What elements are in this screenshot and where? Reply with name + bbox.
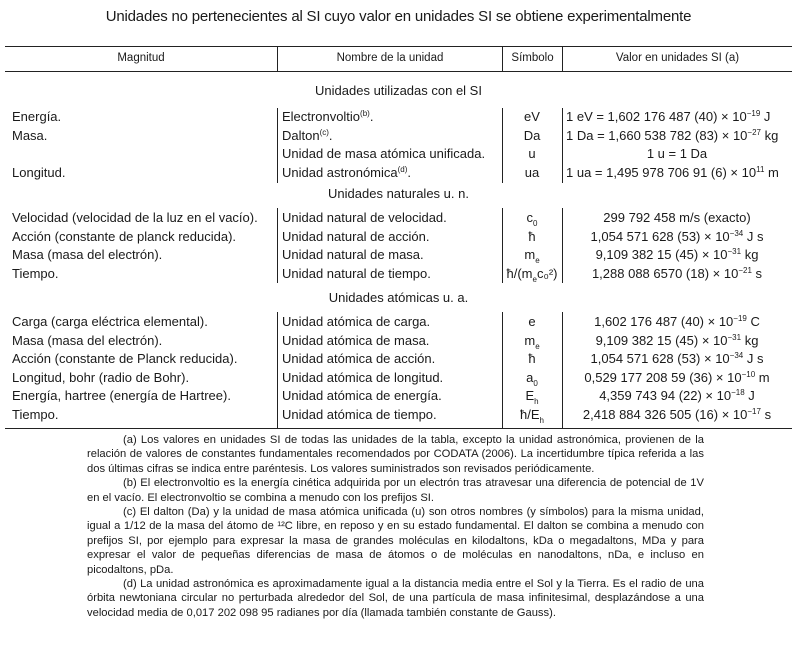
column-divider bbox=[277, 208, 278, 283]
cell-simbolo: ħ bbox=[528, 228, 536, 244]
table-bottom-border bbox=[5, 428, 792, 429]
footnote-ref: (d) bbox=[397, 164, 408, 174]
cell-magnitud: Masa (masa del electrón). bbox=[12, 247, 163, 263]
cell-simbolo: $m_e$ bbox=[524, 247, 540, 266]
header-bottom-border bbox=[5, 71, 792, 72]
section-title: Unidades atómicas u. a. bbox=[328, 290, 469, 305]
column-divider bbox=[277, 312, 278, 428]
cell-valor: 9,109 382 15 $(45) \times 10^{-31}$ kg bbox=[595, 332, 759, 348]
cell-simbolo: Da bbox=[523, 127, 541, 143]
cell-simbolo: $c_0$ bbox=[526, 210, 538, 228]
cell-valor: 9,109 382 15 $(45) \times 10^{-31}$ kg bbox=[595, 247, 759, 263]
footnote-d: (d) La unidad astronómica es aproximadamente igual a la distancia media entre el Sol y la Tierra. Es el radio de una órbita newtoniana circular no perturbada alrededor del Sol, de una partícula de masa infinitesimal, desplazándose a una velocidad media de 0,017 202 098 95 radianes por día (llamada también constante de Gauss). bbox=[87, 578, 704, 619]
section-title: Unidades naturales u. n. bbox=[328, 186, 469, 201]
cell-magnitud: Velocidad (velocidad de la luz en el vacío). bbox=[12, 210, 258, 225]
header-simbolo: Símbolo bbox=[511, 52, 554, 64]
cell-magnitud: Carga (carga eléctrica elemental). bbox=[12, 314, 208, 329]
cell-simbolo: ua bbox=[524, 164, 540, 180]
cell-simbolo: ħ bbox=[528, 351, 536, 367]
cell-simbolo: $E_h$ bbox=[525, 388, 539, 407]
cell-simbolo: $m_e$ bbox=[524, 332, 540, 351]
column-divider bbox=[277, 108, 278, 183]
cell-valor: 0,529 177 208 59 $(36) \times 10^{-10}$ m bbox=[584, 369, 770, 385]
cell-valor: 299 792 458 m/s (exacto) bbox=[603, 210, 751, 225]
cell-simbolo: eV bbox=[524, 109, 540, 124]
cell-valor: 1 Da = 1,660 538 782 $(83) \times 10^{-27}$ kg bbox=[566, 127, 779, 143]
footnote-ref: (b) bbox=[360, 109, 370, 118]
cell-valor: 1,054 571 628 $(53) \times 10^{-34}$ J s bbox=[590, 351, 764, 367]
cell-simbolo: e bbox=[528, 314, 536, 329]
cell-simbolo: $ħ/E_h$ bbox=[520, 407, 544, 425]
cell-nombre: Unidad astronómica$^{(d)}$. bbox=[282, 164, 412, 180]
cell-valor: 1,054 571 628 $(53) \times 10^{-34}$ J s bbox=[590, 228, 764, 244]
cell-valor: 1 u = 1 Da bbox=[646, 146, 708, 162]
cell-nombre: Unidad atómica de energía. bbox=[282, 388, 442, 404]
cell-magnitud: Acción (constante de planck reducida). bbox=[12, 228, 237, 244]
cell-valor: 1 eV = 1,602 176 487 $(40) \times 10^{-19}$ J bbox=[566, 109, 771, 124]
cell-nombre: Unidad atómica de masa. bbox=[282, 332, 430, 348]
cell-simbolo: u bbox=[528, 146, 536, 162]
cell-nombre: Unidad natural de tiempo. bbox=[282, 265, 431, 281]
cell-magnitud: Longitud. bbox=[12, 164, 66, 180]
cell-magnitud: Energía, hartree (energía de Hartree). bbox=[12, 388, 231, 404]
header-magnitud: Magnitud bbox=[117, 52, 165, 64]
cell-valor: 1,288 088 6570 $(18) \times 10^{-21}$ s bbox=[591, 265, 763, 281]
cell-valor: 1 ua = 1,495 978 706 91 $(6) \times 10^{11}$ m bbox=[566, 164, 779, 180]
cell-valor: 2,418 884 326 505 $(16) \times 10^{-17}$ s bbox=[582, 407, 772, 422]
header-valor: Valor en unidades SI (a) bbox=[615, 52, 740, 64]
header-nombre: Nombre de la unidad bbox=[336, 52, 444, 64]
cell-nombre: Unidad atómica de carga. bbox=[282, 314, 431, 329]
cell-magnitud: Masa. bbox=[12, 127, 48, 143]
footnote-ref: (c) bbox=[319, 127, 329, 137]
cell-nombre: Dalton$^{(c)}$. bbox=[282, 127, 333, 143]
cell-nombre: Unidad atómica de longitud. bbox=[282, 369, 444, 385]
cell-nombre: Unidad natural de velocidad. bbox=[282, 210, 447, 225]
cell-nombre: Unidad de masa atómica unificada. bbox=[282, 146, 486, 162]
cell-simbolo: $a_0$ bbox=[526, 369, 538, 388]
cell-magnitud: Longitud, bohr (radio de Bohr). bbox=[12, 369, 190, 385]
section-title: Unidades utilizadas con el SI bbox=[315, 83, 482, 98]
footnote-c: (c) El dalton (Da) y la unidad de masa atómica unificada (u) son otros nombres (y símbolos) para la misma unidad, igual a 1/12 de la masa del átomo de ¹²C libre, en reposo y en su estado fundamental. El dalton se combina a menudo con prefijos SI, por ejemplo para expresar la masa de grandes moléculas en kilodaltons, kDa o megadaltons, MDa y para expresar el valor de pequeñas diferencias de masa de átomos o de moléculas en nanodaltons, nDa, e incluso en picodaltons, pDa. bbox=[87, 506, 704, 576]
cell-nombre: Unidad atómica de tiempo. bbox=[282, 407, 437, 422]
cell-nombre: Unidad atómica de acción. bbox=[282, 351, 436, 367]
footnote-b: (b) El electronvoltio es la energía cinética adquirida por un electrón tras atravesar una diferencia de potencial de 1V en el vacío. El electronvoltio se combina a menudo con los prefijos SI. bbox=[87, 477, 704, 504]
page-title: Unidades no pertenecientes al SI cuyo valor en unidades SI se obtiene experimentalmente bbox=[105, 8, 692, 25]
cell-valor: 1,602 176 487 $(40) \times 10^{-19}$ C bbox=[594, 314, 760, 329]
cell-simbolo: $ħ/(m_ec_0^2)$ bbox=[506, 265, 558, 284]
cell-nombre: Electronvoltio$^{(b)}$. bbox=[282, 109, 374, 124]
footnote-a: (a) Los valores en unidades SI de todas las unidades de la tabla, excepto la unidad astronómica, provienen de la relación de valores de constantes fundamentales recomendados por CODATA (2006). La incertidumbre típica referida a las dos últimas cifras se indica entre paréntesis. Los valores suministrados son revisados periódicamente. bbox=[87, 434, 704, 475]
cell-nombre: Unidad natural de acción. bbox=[282, 228, 430, 244]
cell-valor: 4,359 743 94 $(22) \times 10^{-18}$ J bbox=[599, 388, 755, 404]
footnotes bbox=[87, 433, 704, 620]
cell-magnitud: Tiempo. bbox=[12, 265, 59, 281]
cell-magnitud: Energía. bbox=[12, 109, 62, 124]
cell-magnitud: Acción (constante de Planck reducida). bbox=[12, 351, 238, 367]
cell-nombre: Unidad natural de masa. bbox=[282, 247, 424, 263]
cell-magnitud: Masa (masa del electrón). bbox=[12, 332, 163, 348]
cell-magnitud: Tiempo. bbox=[12, 407, 59, 422]
